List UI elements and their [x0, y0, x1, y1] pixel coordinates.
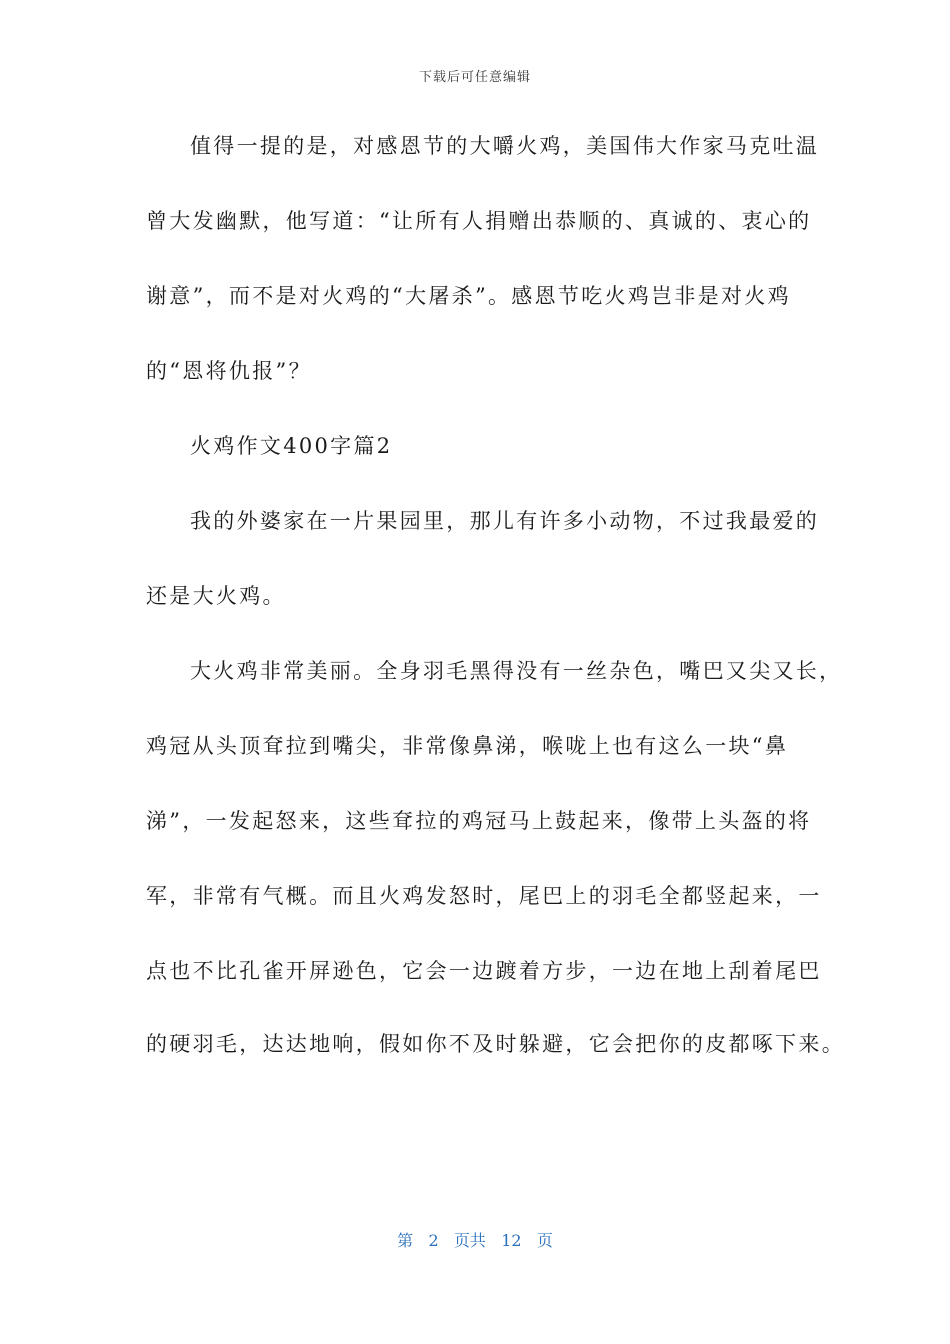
- page-label-mid: 页共: [453, 1231, 486, 1250]
- paragraph-line: 点也不比孔雀开屏逊色，它会一边踱着方步，一边在地上刮着尾巴: [146, 959, 822, 983]
- paragraph-line: 还是大火鸡。: [146, 584, 286, 608]
- page-label-prefix: 第: [397, 1231, 414, 1250]
- paragraph-line: 曾大发幽默，他写道：“让所有人捐赠出恭顺的、真诚的、衷心的: [146, 209, 812, 233]
- page-header: 下载后可任意编辑: [418, 70, 531, 85]
- paragraph-line: 的“恩将仇报”？: [146, 359, 312, 383]
- paragraph-line: 我的外婆家在一片果园里，那儿有许多小动物，不过我最爱的: [190, 509, 820, 533]
- total-pages: 12: [501, 1231, 522, 1250]
- page-number: 2: [428, 1231, 439, 1250]
- paragraph-line: 鸡冠从头顶耷拉到嘴尖，非常像鼻涕，喉咙上也有这么一块“鼻: [146, 734, 789, 758]
- section-heading: 火鸡作文400字篇2: [190, 434, 393, 458]
- page-footer: [0, 1228, 950, 1251]
- paragraph-line: 军，非常有气概。而且火鸡发怒时，尾巴上的羽毛全都竖起来，一: [146, 884, 822, 908]
- paragraph-line: 大火鸡非常美丽。全身羽毛黑得没有一丝杂色，嘴巴又尖又长，: [190, 659, 843, 683]
- paragraph-line: 的硬羽毛，达达地响，假如你不及时躲避，它会把你的皮都啄下来。: [146, 1032, 845, 1056]
- paragraph-line: 谢意”，而不是对火鸡的“大屠杀”。感恩节吃火鸡岂非是对火鸡: [146, 284, 791, 308]
- paragraph-line: 涕”，一发起怒来，这些耷拉的鸡冠马上鼓起来，像带上头盔的将: [146, 809, 812, 833]
- paragraph-line: 值得一提的是，对感恩节的大嚼火鸡，美国伟大作家马克吐温: [190, 134, 820, 158]
- page-label-suffix: 页: [536, 1231, 553, 1250]
